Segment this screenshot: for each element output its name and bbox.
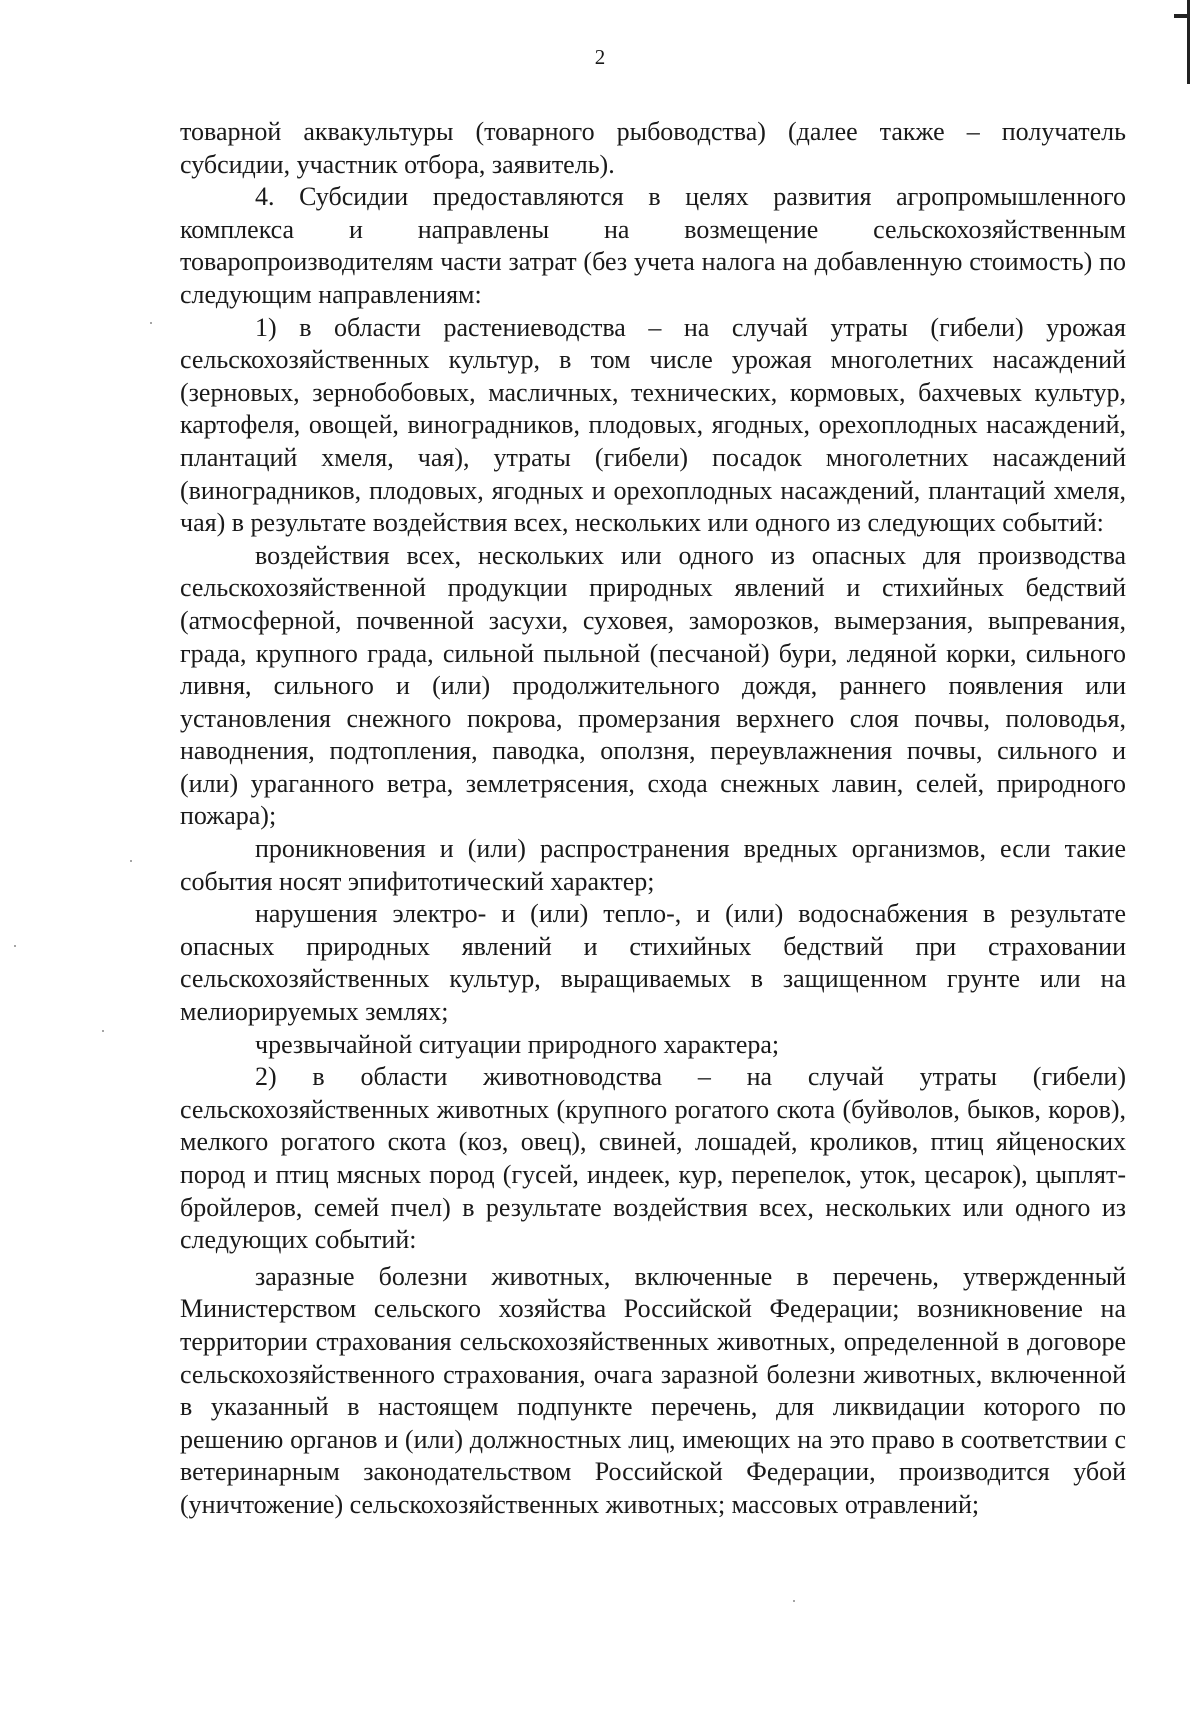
scan-edge-mark: [1187, 0, 1190, 84]
paragraph-continuation: товарной аквакультуры (товарного рыбоводства) (далее также – получатель субсидии, участник отбора, заявитель).: [180, 117, 1126, 179]
page-number: 2: [594, 45, 606, 69]
paragraph-subitem-1: 1) в области растениеводства – на случай утраты (гибели) урожая сельскохозяйственных культур, в том числе урожая многолетних насаждений (зерновых, зернобобовых, масличных, технических, кормовых, бахчевых культур, картофеля, овощей, виноградников, плодовых, ягодных, орехоплодных насаждений, плантаций хмеля, чая), утраты (гибели) посадок многолетних насаждений (виноградников, плодовых, ягодных и орехоплодных насаждений, плантаций хмеля, чая) в результате воздействия всех, нескольких или одного из следующих событий:: [180, 312, 1126, 538]
scan-edge-mark-top: [1174, 14, 1190, 18]
scan-speck: [130, 860, 132, 862]
document-body: [180, 116, 1126, 1522]
paragraph-animal-diseases: заразные болезни животных, включенные в перечень, утвержденный Министерством сельского хозяйства Российской Федерации; возникновение на территории страхования сельскохозяйственных животных, определенной в договоре сельскохозяйственного страхования, очага заразной болезни животных, включенной в указанный в настоящем подпункте перечень, для ликвидации которого по решению органов и (или) должностных лиц, имеющих на это право в соответствии с ветеринарным законодательством Российской Федерации, производится убой (уничтожение) сельскохозяйственных животных; массовых отравлений;: [180, 1261, 1126, 1519]
paragraph-item-4: 4. Субсидии предоставляются в целях развития агропромышленного комплекса и направлены на возмещение сельскохозяйственным товаропроизводителям части затрат (без учета налога на добавленную стоимость) по следующим направлениям:: [180, 182, 1126, 309]
scan-speck: [102, 1030, 104, 1032]
scan-speck: [793, 1600, 795, 1602]
scan-speck: [150, 322, 152, 324]
paragraph-pests: проникновения и (или) распространения вредных организмов, если такие события носят эпифитотический характер;: [180, 834, 1126, 896]
scan-speck: [14, 945, 16, 947]
paragraph-natural-events: воздействия всех, нескольких или одного из опасных для производства сельскохозяйственной продукции природных явлений и стихийных бедствий (атмосферной, почвенной засухи, суховея, заморозков, вымерзания, выпревания, града, крупного града, сильной пыльной (песчаной) бури, ледяной корки, сильного ливня, сильного и (или) продолжительного дождя, раннего появления или установления снежного покрова, промерзания верхнего слоя почвы, половодья, наводнения, подтопления, паводка, оползня, переувлажнения почвы, сильного и (или) ураганного ветра, землетрясения, схода снежных лавин, селей, природного пожара);: [180, 540, 1126, 831]
paragraph-subitem-2: 2) в области животноводства – на случай утраты (гибели) сельскохозяйственных животных (крупного рогатого скота (буйволов, быков, коров), мелкого рогатого скота (коз, овец), свиней, лошадей, кроликов, птиц яйценоских пород и птиц мясных пород (гусей, индеек, кур, перепелок, уток, цесарок), цыплят-бройлеров, семей пчел) в результате воздействия всех, нескольких или одного из следующих событий:: [180, 1062, 1126, 1255]
paragraph-emergency: чрезвычайной ситуации природного характера;: [255, 1029, 780, 1059]
paragraph-utility-disruption: нарушения электро- и (или) тепло-, и (или) водоснабжения в результате опасных природных явлений и стихийных бедствий при страховании сельскохозяйственных культур, выращиваемых в защищенном грунте или на мелиорируемых землях;: [180, 899, 1126, 1027]
